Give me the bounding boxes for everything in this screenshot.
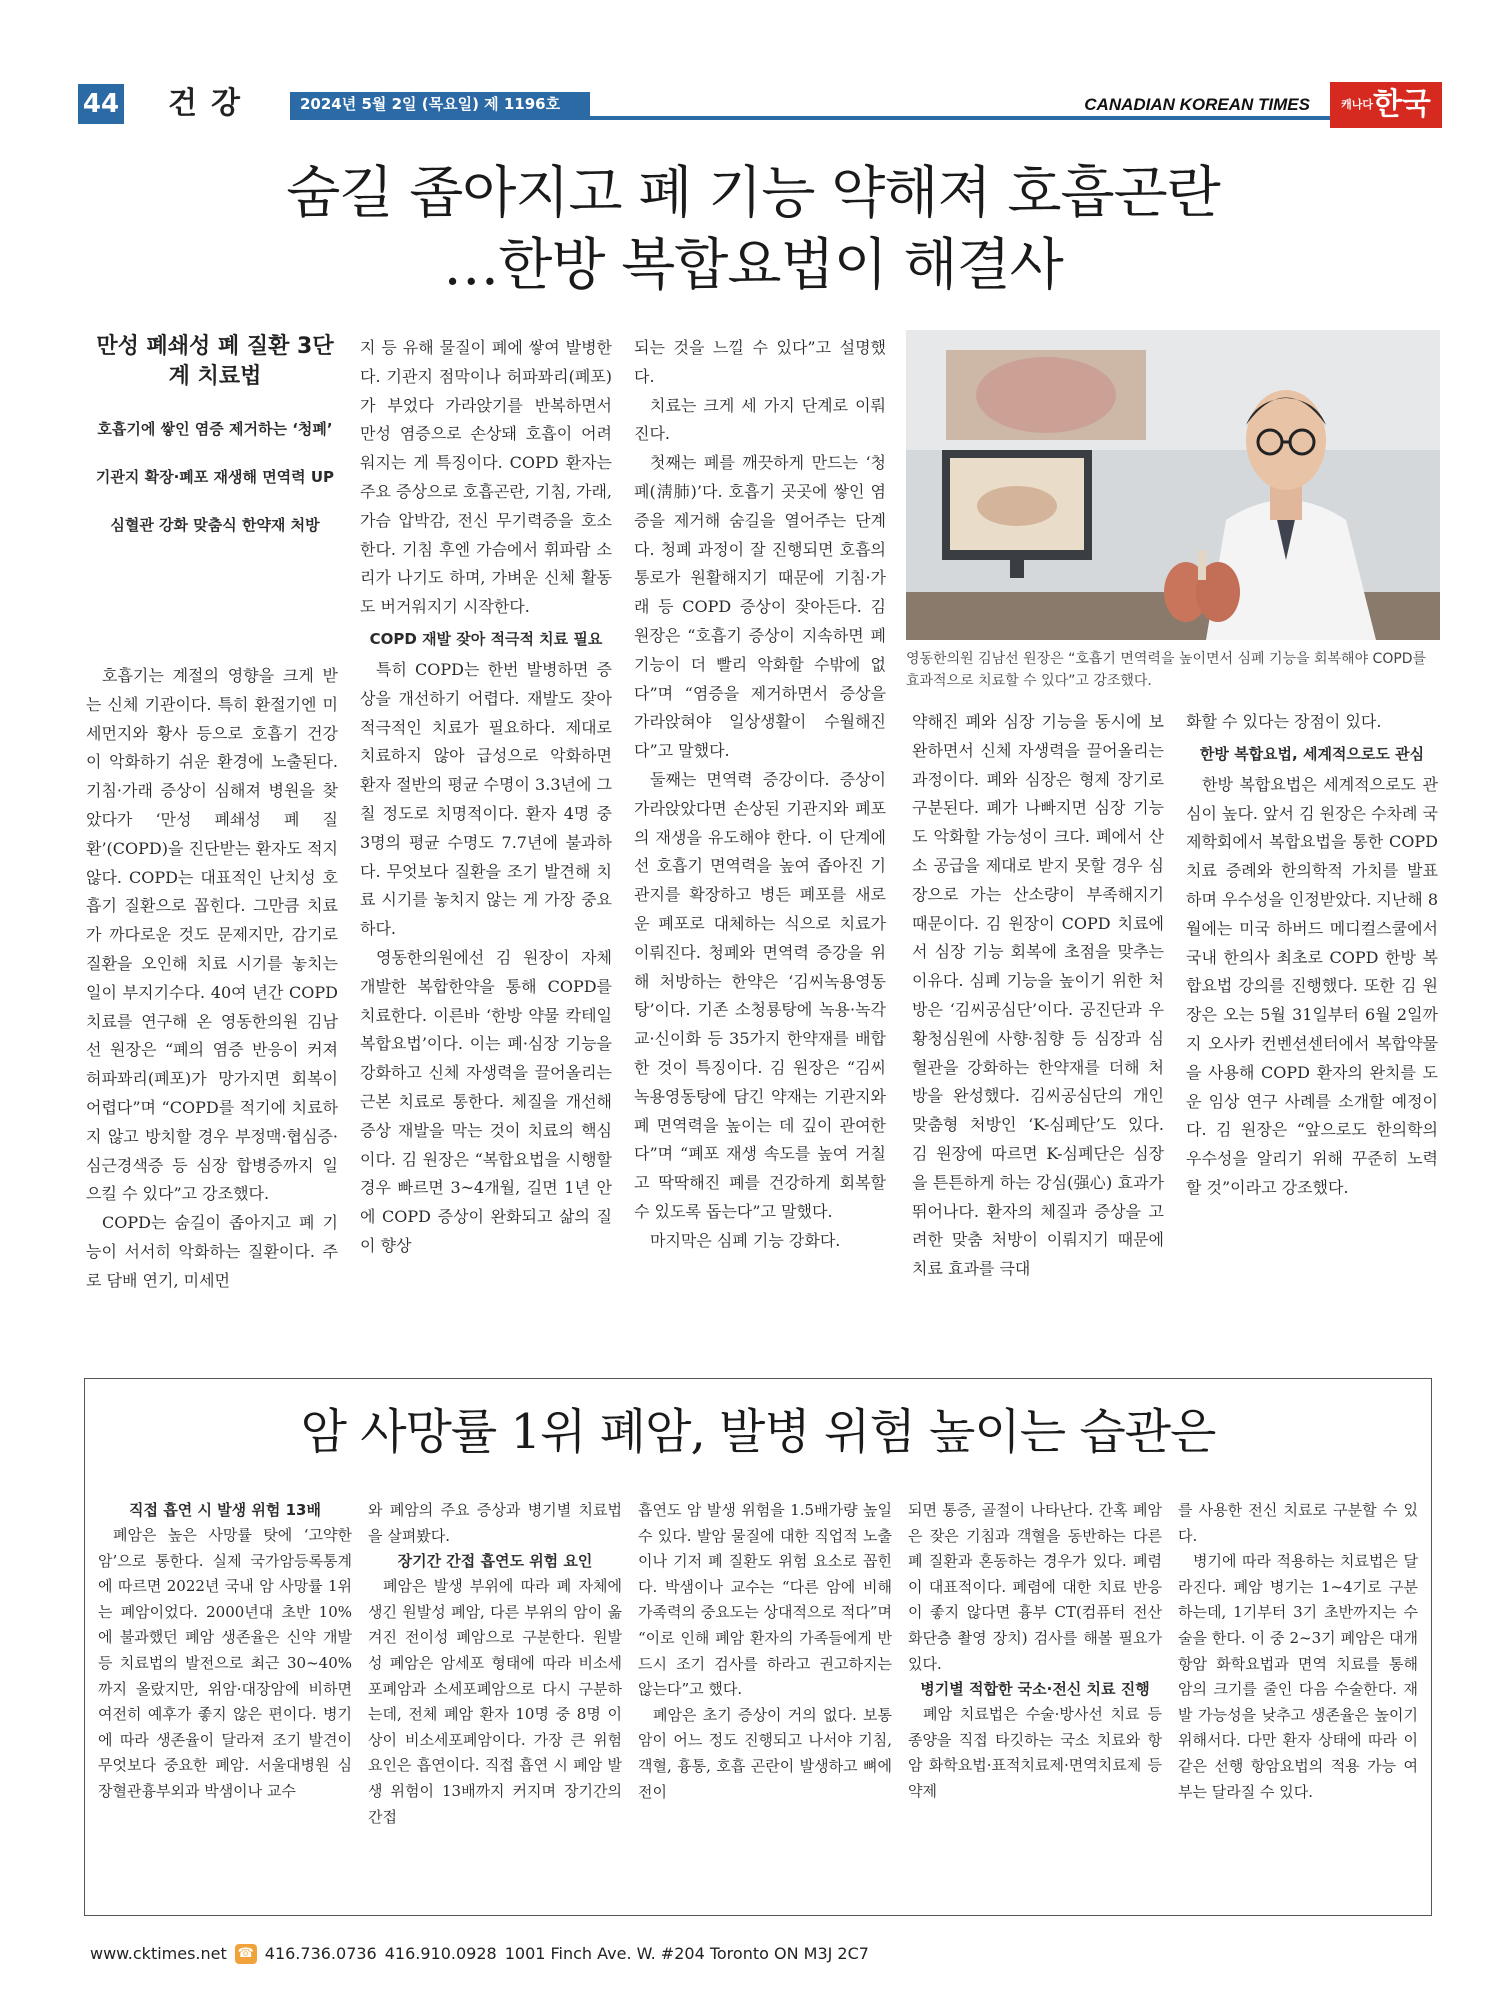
body-paragraph: 마지막은 심폐 기능 강화다. [650,1230,841,1250]
website-link[interactable]: www.cktimes.net [90,1944,227,1963]
subheading: COPD 재발 잦아 적극적 치료 필요 [369,629,603,648]
subheading: 병기별 적합한 국소·전신 치료 진행 [920,1680,1150,1699]
body-paragraph: 흡연도 암 발생 위험을 1.5배가량 높일 수 있다. 발암 물질에 대한 직업적 노출이나 기저 폐 질환도 위험 요소로 꼽힌다. 박샘이나 교수는 “다른 암에 비해 가족력의 중요도는 상대적으로 적다”며 “이로 인해 폐암 환자의 가족들에게 반드시 조기 검사를 하라고 권고하지는 않는다”고 했다. [638,1501,892,1699]
body-paragraph: 되면 통증, 골절이 나타난다. 간혹 폐암은 잦은 기침과 객혈을 동반하는 다른 폐 질환과 혼동하는 경우가 있다. 폐렴이 대표적이다. 폐렴에 대한 치료 반응이 좋지 않다면 흉부 CT(컴퓨터 전산화단층 촬영 장치) 검사를 해볼 필요가 있다. [908,1501,1162,1673]
paper-name: CANADIAN KOREAN TIMES [1084,95,1310,114]
sidebar-item: 호흡기에 쌓인 염증 제거하는 ‘청폐’ [97,420,333,438]
body-paragraph: 호흡기는 계절의 영향을 크게 받는 신체 기관이다. 특히 환절기엔 미세먼지와 황사 등으로 호흡기 건강이 악화하기 쉬운 환경에 노출된다. 기침·가래 증상이 심해져 병원을 찾았다가 ‘만성 폐쇄성 폐 질환’(COPD)을 진단받는 환자도 적지 않다. COPD는 대표적인 난치성 호흡기 질환으로 꼽힌다. 그만큼 치료가 까다로운 것도 문제지만, 감기로 질환을 오인해 치료 시기를 놓치는 일이 부지기수다. 40여 년간 COPD 치료를 연구해 온 영동한의원 김남선 원장은 “폐의 염증 반응이 커져 허파꽈리(폐포)가 망가지면 회복이 어렵다”며 “COPD를 적기에 치료하지 않고 방치할 경우 부정맥·협심증·심근경색증 등 심장 합병증까지 일으킬 수 있다”고 강조했다. [86,666,338,1204]
body-paragraph: 영동한의원에선 김 원장이 자체 개발한 복합한약을 통해 COPD를 치료한다. 이른바 ‘한방 약물 칵테일 복합요법’이다. 이는 폐·심장 기능을 강화하고 신체 자생력을 끌어올리는 근본 치료로 통한다. 체질을 개선해 증상 재발을 막는 것이 치료의 핵심이다. 김 원장은 “복합요법을 시행할 경우 빠르면 3~4개월, 길면 1년 안에 COPD 증상이 완화되고 삶의 질이 향상 [360,947,612,1255]
body-paragraph: 폐암은 발생 부위에 따라 폐 자체에 생긴 원발성 폐암, 다른 부위의 암이 옮겨진 전이성 폐암으로 구분한다. 원발성 폐암은 암세포 형태에 따라 비소세포폐암과 소세포폐암으로 다시 구분하는데, 전체 폐암 환자 10명 중 8명 이상이 비소세포폐암이다. 가장 큰 위험 요인은 흡연이다. 직접 흡연 시 폐암 발생 위험이 13배까지 커지며 장기간의 간접 [368,1577,622,1826]
phone-number: 416.736.0736 [264,1944,377,1963]
phone-icon: ☎ [235,1944,257,1964]
body-paragraph: 폐암은 초기 증상이 거의 없다. 보통 암이 어느 정도 진행되고 나서야 기침, 객혈, 흉통, 호흡 곤란이 발생하고 뼈에 전이 [638,1705,892,1801]
article1-column-4 [912,708,1164,1284]
headline-line-2: …한방 복합요법이 해결사 [443,233,1063,298]
issue-date: 2024년 5월 2일 (목요일) 제 1196호 [290,92,590,116]
article2-column-3 [638,1498,892,1805]
header-rule [290,116,1432,120]
newspaper-logo [1330,82,1442,168]
article2-column-2 [368,1498,622,1830]
footer [90,1942,869,1966]
phone-number: 416.910.0928 [384,1944,497,1963]
headline-line-1: 숨길 좁아지고 폐 기능 약해져 호흡곤란 [286,161,1220,226]
body-paragraph: 폐암 치료법은 수술·방사선 치료 등 종양을 직접 타깃하는 국소 치료와 항암 화학요법·표적치료제·면역치료제 등 약제 [908,1705,1162,1800]
photo-caption: 영동한의원 김남선 원장은 “호흡기 면역력을 높이면서 심폐 기능을 회복해야 COPD를 효과적으로 치료할 수 있다”고 강조했다. [906,651,1427,689]
article1-photo [906,330,1440,640]
logo-main-text: 한국인 [1371,87,1431,168]
body-paragraph: 한방 복합요법은 세계적으로도 관심이 높다. 앞서 김 원장은 수차례 국제학회에서 복합요법을 통한 COPD 치료 증례와 한의학적 가치를 발표하며 우수성을 인정받았다. 지난해 8월에는 미국 하버드 메디컬스쿨에서 국내 한의사 최초로 COPD 한방 복합요법 강의를 진행했다. 또한 김 원장은 오는 5월 31일부터 6월 2일까지 오사카 컨벤션센터에서 복합약물을 사용해 COPD 환자의 완치를 도운 임상 연구 사례를 소개할 예정이다. 김 원장은 “앞으로도 한의학의 우수성을 알리기 위해 꾸준히 노력할 것”이라고 강조했다. [1186,774,1438,1197]
article1-column-3 [634,334,886,1256]
article2-headline: 암 사망률 1위 폐암, 발병 위험 높이는 습관은 [300,1404,1216,1460]
article2-column-5 [1178,1498,1418,1805]
body-paragraph: 폐암은 높은 사망률 탓에 ‘고약한 암’으로 통한다. 실제 국가암등록통계에 따르면 2022년 국내 암 사망률 1위는 폐암이었다. 2000년대 초반 10%에 불과했던 폐암 생존율은 신약 개발 등 치료법의 발전으로 최근 30~40%까지 올랐지만, 위암·대장암에 비하면 여전히 예후가 좋지 않은 편이다. 병기에 따라 생존율이 달라져 조기 발견이 무엇보다 중요한 폐암. 서울대병원 심장혈관흉부외과 박샘이나 교수 [98,1526,352,1800]
body-paragraph: 지 등 유해 물질이 폐에 쌓여 발병한다. 기관지 점막이나 허파꽈리(폐포)가 부었다 가라앉기를 반복하면서 만성 염증으로 손상돼 호흡이 어려워지는 게 특징이다. COPD 환자는 주요 증상으로 호흡곤란, 기침, 가래, 가슴 압박감, 전신 무기력증을 호소한다. 기침 후엔 가슴에서 휘파람 소리가 나기도 하며, 가벼운 신체 활동도 버거워지기 시작한다. [360,338,612,617]
subheading: 직접 흡연 시 발생 위험 13배 [129,1501,321,1519]
body-paragraph: 를 사용한 전신 치료로 구분할 수 있다. [1178,1501,1418,1545]
sidebar-title: 만성 폐쇄성 폐 질환 3단계 치료법 [96,334,334,389]
article2-column-1 [98,1498,352,1805]
article1-sidebar [90,332,340,560]
body-paragraph: 약해진 폐와 심장 기능을 동시에 보완하면서 신체 자생력을 끌어올리는 과정이다. 폐와 심장은 형제 장기로 구분된다. 폐가 나빠지면 심장 기능도 악화할 가능성이 크다. 폐에서 산소 공급을 제대로 받지 못할 경우 심장으로 가는 산소량이 부족해지기 때문이다. 김 원장이 COPD 치료에서 심장 기능 회복에 초점을 맞추는 이유다. 심폐 기능을 높이기 위한 처방은 ‘김씨공심단’이다. 공진단과 우황청심원에 사향·침향 등 심장과 심혈관을 강화하는 한약재를 더해 처방을 완성했다. 김씨공심단의 개인 맞춤형 처방인 ‘K-심폐단’도 있다. 김 원장에 따르면 K-심폐단은 심장을 튼튼하게 하는 강심(强心) 효과가 뛰어나다. 환자의 체질과 증상을 고려한 맞춤 처방이 이뤄지기 때문에 치료 효과를 극대 [912,712,1164,1279]
doctor-photo-illustration [906,330,1440,640]
page-number: 44 [78,84,124,124]
body-paragraph: 병기에 따라 적용하는 치료법은 달라진다. 폐암 병기는 1~4기로 구분하는데, 1기부터 3기 초반까지는 수술을 한다. 이 중 2~3기 폐암은 대개 항암 화학요법과 면역 치료를 통해 암의 크기를 줄인 다음 수술한다. 재발 가능성을 낮추고 생존율은 높이기 위해서다. 다만 환자 상태에 따라 이 같은 선행 항암요법의 적용 가능 여부는 달라질 수 있다. [1178,1552,1418,1801]
article1-column-5 [1186,708,1438,1203]
section-title: 건강 [168,86,254,121]
sidebar-item: 기관지 확장·폐포 재생해 면역력 UP [95,468,335,486]
subheading: 장기간 간접 흡연도 위험 요인 [397,1552,593,1571]
sidebar-item: 심혈관 강화 맞춤식 한약재 처방 [110,516,320,534]
body-paragraph: 치료는 크게 세 가지 단계로 이뤄진다. [634,395,886,444]
article1-column-1 [86,662,338,1296]
subheading: 한방 복합요법, 세계적으로도 관심 [1199,744,1425,763]
body-paragraph: 첫째는 폐를 깨끗하게 만드는 ‘청폐(淸肺)’다. 호흡기 곳곳에 쌓인 염증을 제거해 숨길을 열어주는 단계다. 청폐 과정이 잘 진행되면 호흡의 통로가 원활해지기 때문에 기침·가래 등 COPD 증상이 잦아든다. 김 원장은 “호흡기 증상이 지속하면 폐 기능이 더 빨리 악화할 수밖에 없다”며 “염증을 제거하면서 증상을 가라앉혀야 일상생활이 수월해진다”고 말했다. [634,453,886,761]
body-paragraph: 특히 COPD는 한번 발병하면 증상을 개선하기 어렵다. 재발도 잦아 적극적인 치료가 필요하다. 제대로 치료하지 않아 급성으로 악화하면 환자 절반의 평균 수명이 3.3년에 그칠 정도로 치명적이다. 환자 4명 중 3명의 평균 수명도 7.7년에 불과하다. 무엇보다 질환을 조기 발견해 치료 시기를 놓치지 않는 게 가장 중요하다. [360,659,612,939]
article1-headline [120,158,1386,302]
body-paragraph: 와 폐암의 주요 증상과 병기별 치료법을 살펴봤다. [368,1501,622,1545]
body-paragraph: 되는 것을 느낄 수 있다”고 설명했다. [634,338,886,386]
body-paragraph: COPD는 숨길이 좁아지고 폐 기능이 서서히 악화하는 질환이다. 주로 담배 연기, 미세먼 [86,1213,338,1290]
article1-column-2 [360,334,612,1261]
address: 1001 Finch Ave. W. #204 Toronto ON M3J 2C7 [504,1944,869,1963]
article2-column-4 [908,1498,1162,1805]
body-paragraph: 둘째는 면역력 증강이다. 증상이 가라앉았다면 손상된 기관지와 폐포의 재생을 유도해야 한다. 이 단계에선 호흡기 면역력을 높여 좁아진 기관지를 확장하고 병든 폐포를 새로운 폐포로 대체하는 식으로 치료가 이뤄진다. 청폐와 면역력 증강을 위해 처방하는 한약은 ‘김씨녹용영동탕’이다. 기존 소청룡탕에 녹용·녹각교·신이화 등 35가지 한약재를 배합한 것이 특징이다. 김 원장은 “김씨녹용영동탕에 담긴 약재는 기관지와 폐 면역력을 높이는 데 깊이 관여한다”며 “폐포 재생 속도를 높여 거칠고 딱딱해진 폐를 건강하게 회복할 수 있도록 돕는다”고 말했다. [634,769,886,1221]
logo-small-text: 캐나다 [1341,98,1373,111]
body-paragraph: 화할 수 있다는 장점이 있다. [1186,712,1382,731]
